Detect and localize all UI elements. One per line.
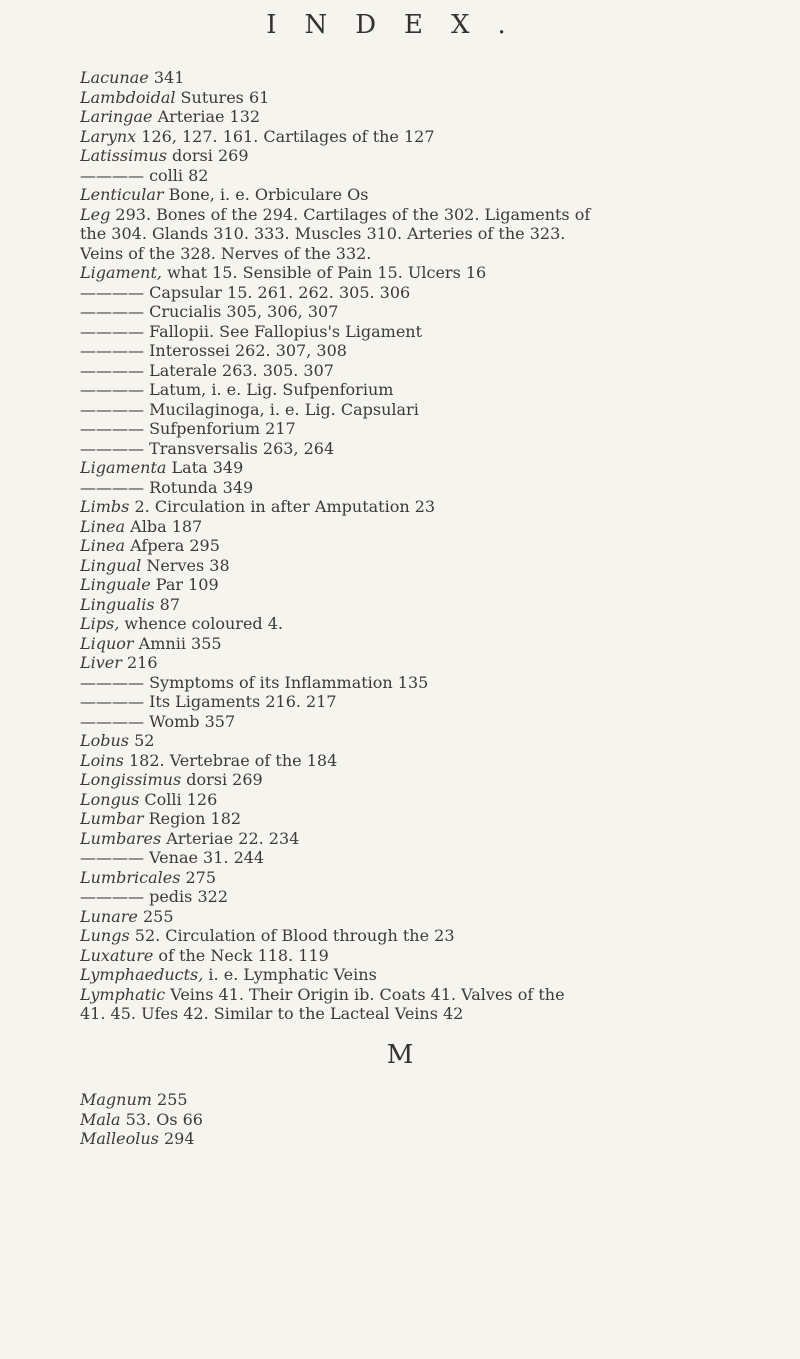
index-entry — [80, 439, 780, 459]
index-entry — [80, 1129, 680, 1149]
index-entry — [80, 848, 780, 868]
entry-text: 126, 127. 161. Cartilages of the 127 — [136, 126, 435, 146]
index-entry — [80, 595, 780, 615]
index-entries-l — [80, 68, 780, 1024]
entry-text: ———— Symptoms of its Inflammation 135 — [80, 672, 429, 692]
index-entry — [80, 809, 780, 829]
entry-heading: Lymphatic — [80, 984, 166, 1004]
index-entry — [80, 770, 780, 790]
index-entry — [80, 419, 780, 439]
entry-text: Arteriae 132 — [152, 107, 261, 126]
index-entry — [80, 224, 780, 244]
index-entry — [80, 380, 780, 400]
entry-heading: Lambdoidal — [80, 87, 176, 107]
entry-text: Alba 187 — [125, 516, 203, 536]
page-header: INDEX. — [266, 10, 534, 40]
index-entry — [80, 88, 780, 108]
index-entry — [80, 361, 780, 381]
entry-text: Par 109 — [150, 575, 219, 594]
index-entry — [80, 868, 780, 888]
entry-text: 182. Vertebrae of the 184 — [123, 750, 338, 770]
entry-text: Veins 41. Their Origin ib. Coats 41. Valves of the — [165, 984, 565, 1004]
entry-heading: Liquor — [80, 633, 134, 653]
entry-heading: Linguale — [80, 575, 151, 594]
entry-text: 52. Circulation of Blood through the 23 — [129, 926, 455, 945]
entry-text: 293. Bones of the 294. Cartilages of the 302. Ligaments of — [110, 204, 591, 224]
entry-text: ———— Crucialis 305, 306, 307 — [80, 302, 339, 321]
entry-text: 294 — [158, 1129, 195, 1148]
index-entry — [80, 946, 780, 966]
entry-text: ———— Fallopii. See Fallopius's Ligament — [80, 321, 423, 341]
entry-heading: Malleolus — [80, 1129, 159, 1148]
entry-text: whence coloured 4. — [119, 614, 284, 633]
index-entry — [80, 536, 780, 556]
index-entry — [80, 341, 780, 361]
entry-heading: Lumbares — [80, 828, 162, 848]
index-entry — [80, 517, 780, 537]
entry-heading: Ligamenta — [80, 458, 167, 477]
entry-text: ———— Womb 357 — [80, 711, 236, 731]
entry-heading: Ligament, — [80, 263, 162, 282]
entry-text: i. e. Lymphatic Veins — [203, 965, 377, 984]
entry-heading: Lungs — [80, 926, 130, 945]
entry-text: ———— colli 82 — [80, 165, 209, 185]
index-entry — [80, 614, 780, 634]
entry-text: Amnii 355 — [133, 633, 222, 653]
index-entry — [80, 907, 780, 927]
entry-heading: Linea — [80, 516, 126, 536]
index-entry — [80, 692, 780, 712]
entry-text: Afpera 295 — [125, 536, 220, 555]
entry-heading: Lumbar — [80, 809, 144, 828]
entry-text: ———— Mucilaginoga, i. e. Lig. Capsulari — [80, 399, 419, 419]
entry-heading: Lingual — [80, 555, 142, 575]
entry-text: 53. Os 66 — [120, 1109, 203, 1129]
index-entry — [80, 926, 780, 946]
entry-heading: Laringae — [80, 107, 153, 126]
entry-text: 52 — [129, 731, 155, 750]
entry-text: the 304. Glands 310. 333. Muscles 310. Arteries of the 323. — [80, 224, 566, 243]
entry-text: ———— Capsular 15. 261. 262. 305. 306 — [80, 282, 411, 302]
entry-heading: Linea — [80, 536, 126, 555]
entry-heading: Magnum — [80, 1090, 152, 1109]
entry-text: 2. Circulation in after Amputation 23 — [129, 497, 436, 516]
entry-text: dorsi 269 — [181, 770, 263, 789]
entry-text: 341 — [148, 68, 185, 87]
entry-text: Lata 349 — [166, 458, 244, 477]
index-entry — [80, 731, 780, 751]
entry-heading: Lips, — [80, 614, 120, 633]
index-entry — [80, 751, 780, 771]
index-entry — [80, 673, 780, 693]
entry-text: of the Neck 118. 119 — [153, 945, 329, 965]
entry-text: Sutures 61 — [175, 87, 270, 107]
index-entry — [80, 283, 780, 303]
index-entry — [80, 712, 780, 732]
index-entry — [80, 68, 780, 88]
index-entry — [80, 478, 780, 498]
entry-heading: Limbs — [80, 497, 130, 516]
index-entries-m — [80, 1090, 680, 1149]
entry-heading: Larynx — [80, 126, 137, 146]
entry-heading: Lenticular — [80, 185, 164, 204]
entry-text: 255 — [151, 1090, 188, 1109]
index-entry — [80, 1090, 680, 1110]
index-entry — [80, 185, 780, 205]
entry-text: ———— Interossei 262. 307, 308 — [80, 341, 347, 360]
entry-text: 275 — [180, 867, 217, 887]
entry-heading: Lumbricales — [80, 867, 181, 887]
entry-heading: Longus — [80, 789, 140, 809]
entry-text: ———— Rotunda 349 — [80, 477, 254, 497]
index-entry — [80, 1110, 680, 1130]
entry-text: ———— pedis 322 — [80, 887, 228, 906]
entry-heading: Lunare — [80, 906, 138, 926]
index-entry — [80, 985, 780, 1005]
index-entry — [80, 166, 780, 186]
entry-heading: Latissimus — [80, 146, 167, 165]
entry-text: ———— Transversalis 263, 264 — [80, 438, 335, 458]
index-entry — [80, 244, 780, 264]
entry-heading: Liver — [80, 653, 122, 672]
entry-text: 255 — [137, 906, 174, 926]
index-entry — [80, 302, 780, 322]
entry-heading: Luxature — [80, 945, 154, 965]
index-entry — [80, 829, 780, 849]
index-entry — [80, 965, 780, 985]
entry-text: Arteriae 22. 234 — [161, 828, 300, 848]
index-entry — [80, 575, 780, 595]
entry-text: 216 — [121, 653, 158, 672]
entry-heading: Leg — [80, 204, 111, 224]
entry-text: ———— Latum, i. e. Lig. Sufpenforium — [80, 380, 394, 399]
index-entry — [80, 458, 780, 478]
section-letter: M — [386, 1040, 414, 1070]
entry-text: ———— Laterale 263. 305. 307 — [80, 360, 334, 380]
entry-text: dorsi 269 — [166, 146, 249, 165]
entry-text: Bone, i. e. Orbiculare Os — [163, 185, 369, 204]
entry-heading: Longissimus — [80, 770, 182, 789]
entry-text: ———— Sufpenforium 217 — [80, 419, 296, 438]
index-entry — [80, 205, 780, 225]
index-entry — [80, 322, 780, 342]
entry-text: Nerves 38 — [141, 555, 230, 575]
entry-heading: Lobus — [80, 731, 130, 750]
index-entry — [80, 263, 780, 283]
entry-heading: Loins — [80, 750, 124, 770]
entry-heading: Lingualis — [80, 594, 155, 614]
entry-text: 41. 45. Ufes 42. Similar to the Lacteal Veins 42 — [80, 1004, 464, 1023]
entry-text: ———— Venae 31. 244 — [80, 848, 265, 867]
entry-text: ———— Its Ligaments 216. 217 — [80, 692, 337, 711]
index-entry — [80, 1004, 780, 1024]
index-entry — [80, 400, 780, 420]
entry-heading: Lymphaeducts, — [80, 965, 204, 984]
entry-heading: Mala — [80, 1109, 121, 1129]
entry-heading: Lacunae — [80, 68, 149, 87]
index-entry — [80, 146, 780, 166]
entry-text: Region 182 — [143, 809, 242, 828]
index-entry — [80, 790, 780, 810]
entry-text: 87 — [154, 594, 181, 614]
entry-text: what 15. Sensible of Pain 15. Ulcers 16 — [161, 263, 487, 282]
index-entry — [80, 127, 780, 147]
index-entry — [80, 497, 780, 517]
index-entry — [80, 653, 780, 673]
index-entry — [80, 887, 780, 907]
index-entry — [80, 634, 780, 654]
entry-text: Colli 126 — [139, 789, 218, 809]
index-entry — [80, 107, 780, 127]
entry-text: Veins of the 328. Nerves of the 332. — [80, 243, 372, 263]
index-entry — [80, 556, 780, 576]
